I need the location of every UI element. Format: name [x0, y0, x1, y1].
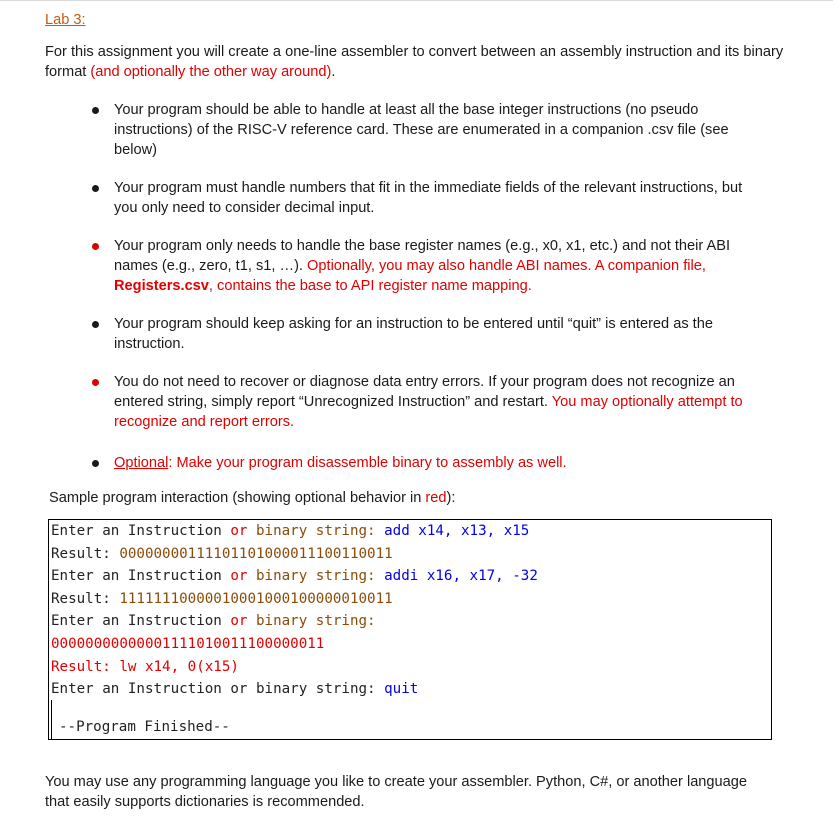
bullet-line: [114, 276, 789, 296]
console-line: [51, 610, 384, 633]
bullet-optional-text: You may optionally attempt to: [551, 394, 743, 410]
sample-end: ):: [446, 490, 456, 506]
bullet-icon: [92, 107, 99, 114]
prompt-text: Enter an Instruction or binary string:: [51, 681, 385, 698]
result-label: Result:: [51, 590, 120, 607]
user-input: quit: [384, 681, 419, 698]
bullet-line: Your program must handle numbers that fit in the immediate fields of the relevant instructions, but: [114, 180, 743, 196]
sample-text: Sample program interaction (showing optional behavior in: [49, 490, 426, 506]
footer-line: You may use any programming language you like to create your assembler. Python, C#, or another language: [45, 774, 748, 790]
bullet-optional-text: , contains the base to API register name mapping.: [208, 278, 532, 294]
bullet-text: entered string, simply report “Unrecognized Instruction” and restart.: [114, 394, 552, 410]
result-label: Result:: [51, 545, 120, 562]
bullet-text: names (e.g., zero, t1, s1, …).: [114, 258, 308, 274]
bullet-line: [114, 256, 789, 276]
result-value: 11111110000010001000100000010011: [119, 590, 393, 607]
console-divider: [51, 700, 52, 740]
intro-end: .: [331, 64, 336, 80]
bullet-line: You do not need to recover or diagnose data entry errors. If your program does not recognize an: [114, 374, 735, 390]
bullet-line: Your program should be able to handle at least all the base integer instructions (no pseudo: [114, 102, 699, 118]
bullet-line: Your program should keep asking for an instruction to be entered until “quit” is entered as the: [114, 316, 713, 332]
console-line: [51, 520, 529, 543]
intro-optional: (and optionally the other way around): [90, 64, 332, 80]
console-line: 00000000000001111010011100000011: [51, 636, 325, 652]
bullet-icon: [92, 243, 99, 250]
bullet-line: below): [114, 142, 157, 158]
bullet-icon: [92, 379, 99, 386]
bullet-line: Your program only needs to handle the base register names (e.g., x0, x1, etc.) and not their ABI: [114, 238, 731, 254]
console-line: [51, 543, 393, 566]
prompt-or: or: [230, 613, 248, 630]
prompt-text: Enter an Instruction: [51, 568, 231, 585]
intro-paragraph: [45, 42, 805, 82]
prompt-text: binary string:: [247, 523, 385, 539]
prompt-text: binary string:: [247, 568, 385, 585]
sample-red-word: red: [425, 490, 447, 506]
bullet-line: [114, 392, 789, 412]
bullet-optional-text: : Make your program disassemble binary to assembly as well.: [168, 455, 567, 471]
intro-text: For this assignment you will create a one-line assembler to convert between an assembly instruction and its binary format: [45, 44, 784, 80]
console-line: [51, 678, 418, 701]
bullet-line: instruction.: [114, 336, 185, 352]
console-line: [51, 565, 538, 588]
bullet-icon: [92, 321, 99, 328]
prompt-or: or: [230, 568, 248, 585]
console-line: [51, 588, 393, 611]
page-title: Lab 3:: [45, 12, 86, 28]
footer-line: that easily supports dictionaries is recommended.: [45, 794, 365, 810]
program-finished: --Program Finished--: [59, 719, 230, 735]
bullet-icon: [92, 185, 99, 192]
prompt-text: binary string:: [247, 613, 385, 630]
registers-filename: Registers.csv: [114, 278, 209, 294]
prompt-text: Enter an Instruction: [51, 613, 231, 630]
prompt-or: or: [230, 523, 248, 539]
user-input: add x14, x13, x15: [384, 523, 530, 539]
console-output: [48, 519, 772, 740]
optional-label: Optional: [114, 455, 169, 471]
user-input: addi x16, x17, -32: [384, 568, 538, 585]
bullet-line: recognize and report errors.: [114, 414, 295, 430]
bullet-line: you only need to consider decimal input.: [114, 200, 375, 216]
top-divider: [0, 0, 833, 1]
footer-paragraph: [45, 772, 805, 812]
bullet-line: instructions) of the RISC-V reference card. These are enumerated in a companion .csv file (see: [114, 122, 729, 138]
bullet-optional-text: Optionally, you may also handle ABI names. A companion file,: [307, 258, 706, 274]
result-value: 00000000111101101000011100110011: [119, 545, 393, 562]
prompt-text: Enter an Instruction: [51, 523, 231, 539]
bullet-icon: [92, 460, 99, 467]
sample-caption: [49, 488, 455, 508]
console-line: Result: lw x14, 0(x15): [51, 658, 239, 675]
